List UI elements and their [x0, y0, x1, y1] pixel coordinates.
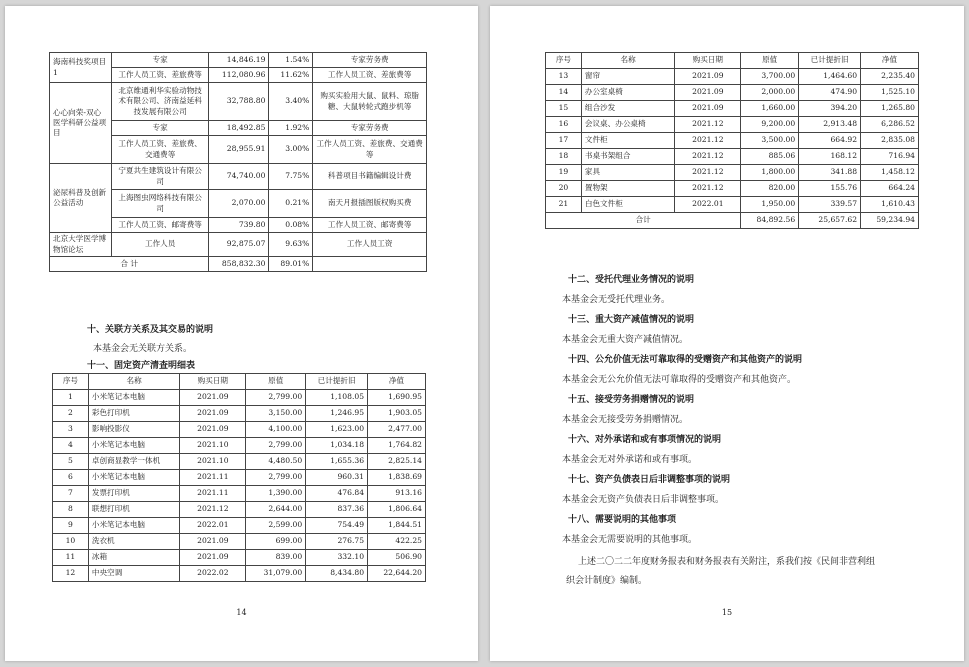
purchase-date-cell: 2021.12 — [675, 133, 741, 149]
net-value-cell: 2,477.00 — [368, 422, 426, 438]
payee-cell: 工作人员工资、差旅费等 — [111, 68, 209, 83]
column-header: 原值 — [741, 53, 799, 69]
depreciation-cell: 837.36 — [306, 502, 368, 518]
table-row — [546, 149, 919, 165]
table-row — [50, 53, 427, 68]
table-row — [53, 438, 426, 454]
total-row — [50, 257, 427, 272]
asset-name-cell: 白色文件柜 — [581, 197, 675, 213]
column-header: 已计提折旧 — [799, 53, 861, 69]
original-value-cell: 2,799.00 — [246, 470, 306, 486]
column-header: 名称 — [88, 374, 180, 390]
depreciation-cell: 960.31 — [306, 470, 368, 486]
total-amount: 858,832.30 — [209, 257, 269, 272]
net-value-cell: 1,838.69 — [368, 470, 426, 486]
serial-cell: 6 — [53, 470, 89, 486]
amount-cell: 112,080.96 — [209, 68, 269, 83]
asset-name-cell: 洗衣机 — [88, 534, 180, 550]
net-value-cell: 22,644.20 — [368, 566, 426, 582]
original-value-cell: 31,079.00 — [246, 566, 306, 582]
original-value-cell: 2,000.00 — [741, 85, 799, 101]
depreciation-cell: 2,913.48 — [799, 117, 861, 133]
asset-name-cell: 小米笔记本电脑 — [88, 518, 180, 534]
document-page-right — [490, 6, 964, 661]
payee-cell: 专家 — [111, 53, 209, 68]
table-row — [50, 83, 427, 121]
original-value-cell: 1,800.00 — [741, 165, 799, 181]
asset-name-cell: 文件柜 — [581, 133, 675, 149]
serial-cell: 20 — [546, 181, 582, 197]
payee-cell: 工作人员工资、邮寄费等 — [111, 218, 209, 233]
asset-name-cell: 置物架 — [581, 181, 675, 197]
asset-name-cell: 冰箱 — [88, 550, 180, 566]
original-value-cell: 3,150.00 — [246, 406, 306, 422]
percent-cell: 9.63% — [269, 233, 313, 257]
section-title: 十五、接受劳务捐赠情况的说明 — [568, 395, 695, 405]
section-title: 十八、需要说明的其他事项 — [568, 515, 677, 525]
original-value-cell: 3,700.00 — [741, 69, 799, 85]
purchase-date-cell: 2021.11 — [180, 486, 246, 502]
net-value-cell: 1,806.64 — [368, 502, 426, 518]
section-title: 十二、受托代理业务情况的说明 — [568, 275, 695, 285]
purpose-cell: 购买实验用大鼠、鼠料、琼脂糖、大鼠转轮式跑步机等 — [313, 83, 427, 121]
percent-cell: 3.40% — [269, 83, 313, 121]
percent-cell: 0.21% — [269, 190, 313, 218]
serial-cell: 17 — [546, 133, 582, 149]
document-page-left — [5, 6, 478, 661]
purchase-date-cell: 2022.01 — [180, 518, 246, 534]
purpose-cell: 工作人员工资、差旅费等 — [313, 68, 427, 83]
table-row — [546, 181, 919, 197]
serial-cell: 18 — [546, 149, 582, 165]
table-row — [546, 117, 919, 133]
net-value-cell: 1,690.95 — [368, 390, 426, 406]
purchase-date-cell: 2021.09 — [180, 422, 246, 438]
net-value-cell: 1,764.82 — [368, 438, 426, 454]
table-row — [546, 101, 919, 117]
original-value-cell: 2,799.00 — [246, 438, 306, 454]
asset-name-cell: 窗帘 — [581, 69, 675, 85]
original-value-cell: 3,500.00 — [741, 133, 799, 149]
serial-cell: 9 — [53, 518, 89, 534]
depreciation-cell: 341.88 — [799, 165, 861, 181]
asset-name-cell: 小米笔记本电脑 — [88, 438, 180, 454]
serial-cell: 16 — [546, 117, 582, 133]
depreciation-cell: 1,246.95 — [306, 406, 368, 422]
column-header: 序号 — [53, 374, 89, 390]
purchase-date-cell: 2021.09 — [180, 390, 246, 406]
purchase-date-cell: 2021.09 — [180, 550, 246, 566]
serial-cell: 14 — [546, 85, 582, 101]
purchase-date-cell: 2022.02 — [180, 566, 246, 582]
serial-cell: 15 — [546, 101, 582, 117]
column-header: 净值 — [368, 374, 426, 390]
table-row — [53, 406, 426, 422]
project-name-cell: 北京大学医学博物馆论坛 — [50, 233, 112, 257]
serial-cell: 2 — [53, 406, 89, 422]
table-row — [53, 486, 426, 502]
closing-line-1: 上述二〇二二年度财务报表和财务报表有关附注，系我们按《民间非营利组 — [578, 557, 876, 567]
total-label: 合 计 — [50, 257, 209, 272]
net-value-cell: 1,525.10 — [861, 85, 919, 101]
asset-name-cell: 小米笔记本电脑 — [88, 470, 180, 486]
section-title: 十六、对外承诺和或有事项情况的说明 — [568, 435, 722, 445]
purpose-cell: 工作人员工资、邮寄费等 — [313, 218, 427, 233]
purpose-cell: 南天月报插图版权购买费 — [313, 190, 427, 218]
original-value-cell: 4,480.50 — [246, 454, 306, 470]
table-row — [546, 85, 919, 101]
depreciation-cell: 474.90 — [799, 85, 861, 101]
payee-cell: 工作人员 — [111, 233, 209, 257]
table-row — [50, 233, 427, 257]
purpose-cell: 专家劳务费 — [313, 53, 427, 68]
net-value-cell: 2,235.40 — [861, 69, 919, 85]
net-value-cell: 664.24 — [861, 181, 919, 197]
percent-cell: 3.00% — [269, 136, 313, 164]
table-row — [53, 550, 426, 566]
payee-cell: 北京维通利华实验动物技术有限公司、济南益延科技发展有限公司 — [111, 83, 209, 121]
closing-line-2: 织会计制度》编制。 — [566, 576, 648, 586]
depreciation-cell: 1,464.60 — [799, 69, 861, 85]
section-text: 本基金会无重大资产减值情况。 — [562, 335, 689, 345]
asset-name-cell: 彩色打印机 — [88, 406, 180, 422]
amount-cell: 28,955.91 — [209, 136, 269, 164]
column-header: 名称 — [581, 53, 675, 69]
fixed-asset-table-part1 — [52, 373, 426, 582]
serial-cell: 5 — [53, 454, 89, 470]
net-value-cell: 2,835.08 — [861, 133, 919, 149]
table-row — [546, 133, 919, 149]
section-11-title: 十一、固定资产清查明细表 — [87, 361, 196, 371]
depreciation-cell: 1,655.36 — [306, 454, 368, 470]
column-header: 已计提折旧 — [306, 374, 368, 390]
purchase-date-cell: 2021.10 — [180, 454, 246, 470]
table-row — [53, 502, 426, 518]
original-value-cell: 699.00 — [246, 534, 306, 550]
total-purpose — [313, 257, 427, 272]
net-value-cell: 1,844.51 — [368, 518, 426, 534]
column-header: 原值 — [246, 374, 306, 390]
section-text: 本基金会无受托代理业务。 — [562, 295, 671, 305]
depreciation-cell: 476.84 — [306, 486, 368, 502]
asset-table-header-row — [53, 374, 426, 390]
section-text: 本基金会无需要说明的其他事项。 — [562, 535, 698, 545]
depreciation-cell: 168.12 — [799, 149, 861, 165]
asset-name-cell: 影响投影仪 — [88, 422, 180, 438]
table-row — [53, 566, 426, 582]
serial-cell: 11 — [53, 550, 89, 566]
serial-cell: 1 — [53, 390, 89, 406]
purchase-date-cell: 2021.09 — [180, 406, 246, 422]
serial-cell: 10 — [53, 534, 89, 550]
asset-name-cell: 中央空调 — [88, 566, 180, 582]
net-value-cell: 2,825.14 — [368, 454, 426, 470]
serial-cell: 7 — [53, 486, 89, 502]
depreciation-cell: 339.57 — [799, 197, 861, 213]
asset-table-header-row — [546, 53, 919, 69]
column-header: 购买日期 — [675, 53, 741, 69]
purchase-date-cell: 2021.12 — [675, 149, 741, 165]
purchase-date-cell: 2021.12 — [180, 502, 246, 518]
purpose-cell: 科普项目书籍编辑设计费 — [313, 164, 427, 190]
asset-name-cell: 联想打印机 — [88, 502, 180, 518]
table-row — [53, 422, 426, 438]
net-value-cell: 1,610.43 — [861, 197, 919, 213]
payee-cell: 专家 — [111, 121, 209, 136]
serial-cell: 3 — [53, 422, 89, 438]
purchase-date-cell: 2021.09 — [675, 69, 741, 85]
purchase-date-cell: 2021.09 — [675, 101, 741, 117]
notes-sections — [562, 270, 928, 550]
depreciation-cell: 394.20 — [799, 101, 861, 117]
purchase-date-cell: 2021.12 — [675, 181, 741, 197]
fixed-asset-table-part2 — [545, 52, 919, 229]
original-value-cell: 1,390.00 — [246, 486, 306, 502]
table-row — [546, 165, 919, 181]
section-text: 本基金会无公允价值无法可靠取得的受赠资产和其他资产。 — [562, 375, 797, 385]
depreciation-cell: 332.10 — [306, 550, 368, 566]
depreciation-cell: 664.92 — [799, 133, 861, 149]
original-value-cell: 9,200.00 — [741, 117, 799, 133]
purchase-date-cell: 2021.09 — [675, 85, 741, 101]
percent-cell: 11.62% — [269, 68, 313, 83]
purchase-date-cell: 2021.11 — [180, 470, 246, 486]
project-expense-table — [49, 52, 427, 272]
asset-name-cell: 组合沙发 — [581, 101, 675, 117]
purchase-date-cell: 2021.09 — [180, 534, 246, 550]
net-value-cell: 6,286.52 — [861, 117, 919, 133]
net-value-cell: 1,265.80 — [861, 101, 919, 117]
amount-cell: 18,492.85 — [209, 121, 269, 136]
depreciation-cell: 1,108.05 — [306, 390, 368, 406]
payee-cell: 宁夏共生建筑设计有限公司 — [111, 164, 209, 190]
original-value-cell: 1,950.00 — [741, 197, 799, 213]
section-title: 十四、公允价值无法可靠取得的受赠资产和其他资产的说明 — [568, 355, 803, 365]
asset-table-body — [53, 390, 426, 582]
asset-name-cell: 卓创商显教学一体机 — [88, 454, 180, 470]
total-row — [546, 213, 919, 229]
amount-cell: 14,846.19 — [209, 53, 269, 68]
project-name-cell: 心心向荣-双心医学科研公益项目 — [50, 83, 112, 164]
total-net-value: 59,234.94 — [861, 213, 919, 229]
amount-cell: 74,740.00 — [209, 164, 269, 190]
asset-name-cell: 家具 — [581, 165, 675, 181]
asset-table-body — [546, 69, 919, 229]
depreciation-cell: 1,034.18 — [306, 438, 368, 454]
serial-cell: 4 — [53, 438, 89, 454]
percent-cell: 0.08% — [269, 218, 313, 233]
payee-cell: 工作人员工资、差旅费、交通费等 — [111, 136, 209, 164]
table-row — [50, 164, 427, 190]
total-depreciation: 25,657.62 — [799, 213, 861, 229]
purchase-date-cell: 2021.10 — [180, 438, 246, 454]
percent-cell: 1.92% — [269, 121, 313, 136]
amount-cell: 2,070.00 — [209, 190, 269, 218]
serial-cell: 19 — [546, 165, 582, 181]
page-number: 15 — [721, 608, 733, 617]
asset-name-cell: 小米笔记本电脑 — [88, 390, 180, 406]
amount-cell: 32,788.80 — [209, 83, 269, 121]
table-row — [53, 470, 426, 486]
depreciation-cell: 1,623.00 — [306, 422, 368, 438]
percent-cell: 7.75% — [269, 164, 313, 190]
original-value-cell: 885.06 — [741, 149, 799, 165]
net-value-cell: 913.16 — [368, 486, 426, 502]
net-value-cell: 506.90 — [368, 550, 426, 566]
asset-name-cell: 会议桌、办公桌椅 — [581, 117, 675, 133]
table-row — [546, 197, 919, 213]
table-row — [53, 518, 426, 534]
table-row — [546, 69, 919, 85]
section-title: 十七、资产负债表日后非调整事项的说明 — [568, 475, 731, 485]
section-text: 本基金会无对外承诺和或有事项。 — [562, 455, 698, 465]
closing-statement — [566, 553, 928, 591]
payee-cell: 上海图虫网络科技有限公司 — [111, 190, 209, 218]
original-value-cell: 2,644.00 — [246, 502, 306, 518]
serial-cell: 8 — [53, 502, 89, 518]
page-number: 14 — [236, 608, 247, 617]
percent-cell: 1.54% — [269, 53, 313, 68]
original-value-cell: 1,660.00 — [741, 101, 799, 117]
table-row — [53, 454, 426, 470]
depreciation-cell: 8,434.80 — [306, 566, 368, 582]
original-value-cell: 2,799.00 — [246, 390, 306, 406]
total-label: 合计 — [546, 213, 741, 229]
total-original-value: 84,892.56 — [741, 213, 799, 229]
section-text: 本基金会无资产负债表日后非调整事项。 — [562, 495, 725, 505]
purpose-cell: 工作人员工资 — [313, 233, 427, 257]
purpose-cell: 工作人员工资、差旅费、交通费等 — [313, 136, 427, 164]
section-10-title: 十、关联方关系及其交易的说明 — [87, 325, 214, 335]
amount-cell: 92,875.07 — [209, 233, 269, 257]
column-header: 购买日期 — [180, 374, 246, 390]
serial-cell: 12 — [53, 566, 89, 582]
original-value-cell: 839.00 — [246, 550, 306, 566]
expense-table-body — [50, 53, 427, 272]
column-header: 序号 — [546, 53, 582, 69]
table-row — [53, 534, 426, 550]
depreciation-cell: 155.76 — [799, 181, 861, 197]
column-header: 净值 — [861, 53, 919, 69]
original-value-cell: 4,100.00 — [246, 422, 306, 438]
amount-cell: 739.80 — [209, 218, 269, 233]
purchase-date-cell: 2022.01 — [675, 197, 741, 213]
project-name-cell: 海南科技奖项目1 — [50, 53, 112, 83]
asset-name-cell: 书桌书架组合 — [581, 149, 675, 165]
net-value-cell: 716.94 — [861, 149, 919, 165]
total-percent: 89.01% — [269, 257, 313, 272]
section-title: 十三、重大资产减值情况的说明 — [568, 315, 695, 325]
serial-cell: 13 — [546, 69, 582, 85]
purchase-date-cell: 2021.12 — [675, 165, 741, 181]
asset-name-cell: 发票打印机 — [88, 486, 180, 502]
depreciation-cell: 276.75 — [306, 534, 368, 550]
section-text: 本基金会无接受劳务捐赠情况。 — [562, 415, 689, 425]
purpose-cell: 专家劳务费 — [313, 121, 427, 136]
original-value-cell: 2,599.00 — [246, 518, 306, 534]
table-row — [53, 390, 426, 406]
section-10-text: 本基金会无关联方关系。 — [93, 344, 193, 354]
original-value-cell: 820.00 — [741, 181, 799, 197]
net-value-cell: 1,903.05 — [368, 406, 426, 422]
net-value-cell: 422.25 — [368, 534, 426, 550]
depreciation-cell: 754.49 — [306, 518, 368, 534]
asset-name-cell: 办公室桌椅 — [581, 85, 675, 101]
serial-cell: 21 — [546, 197, 582, 213]
project-name-cell: 泌尿科普及创新公益活动 — [50, 164, 112, 233]
net-value-cell: 1,458.12 — [861, 165, 919, 181]
purchase-date-cell: 2021.12 — [675, 117, 741, 133]
